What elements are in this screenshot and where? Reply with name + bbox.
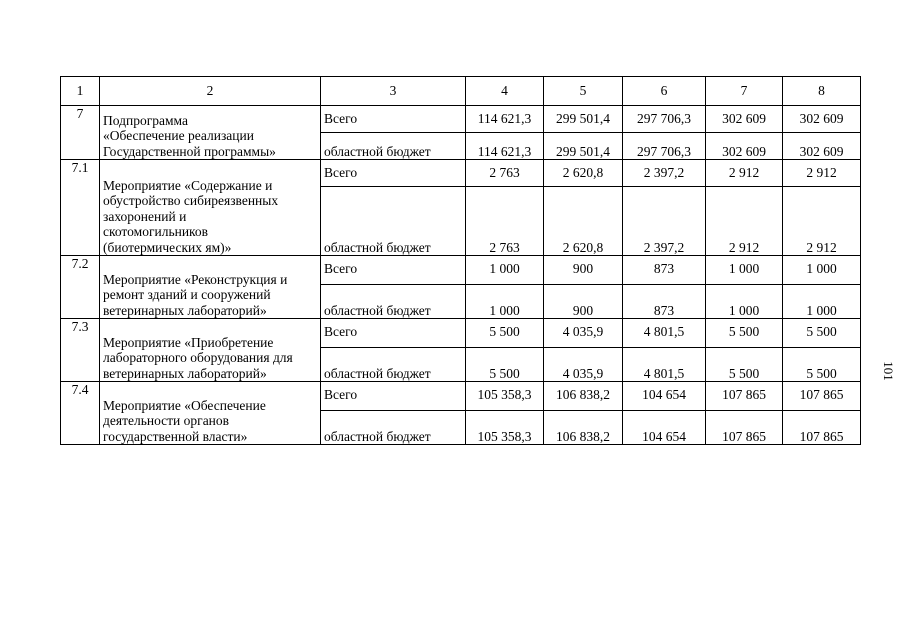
amount-cell: 302 609 [783,133,861,160]
activity-name-line: Мероприятие «Приобретение [103,334,274,350]
activity-name-line: ремонт зданий и сооружений [103,287,271,302]
amount-cell: 104 654 [623,382,706,411]
amount-cell: 2 397,2 [623,160,706,187]
amount-cell: 2 912 [706,160,783,187]
amount-cell: 106 838,2 [544,411,623,445]
funding-source: областной бюджет [321,348,466,382]
amount-cell: 1 000 [466,256,544,285]
table-row [61,256,861,285]
amount-cell: 107 865 [783,382,861,411]
amount-cell: 873 [623,285,706,319]
amount-cell: 114 621,3 [466,106,544,133]
row-number: 7.2 [61,256,100,319]
amount-cell: 873 [623,256,706,285]
activity-name [100,319,321,382]
amount-cell: 1 000 [706,256,783,285]
activity-name-line: «Обеспечение реализации [103,128,254,143]
activity-name-line: скотомогильников [103,224,209,239]
amount-cell: 297 706,3 [623,106,706,133]
row-number: 7.1 [61,160,100,256]
amount-cell: 900 [544,285,623,319]
funding-source: Всего [321,160,466,187]
activity-name [100,382,321,445]
activity-name-line: Мероприятие «Обеспечение [103,397,266,413]
budget-table [60,76,861,445]
amount-cell: 107 865 [783,411,861,445]
amount-cell: 5 500 [783,319,861,348]
amount-cell: 299 501,4 [544,133,623,160]
amount-cell: 2 912 [783,187,861,256]
amount-cell: 2 912 [706,187,783,256]
amount-cell: 2 620,8 [544,160,623,187]
activity-name-line: ветеринарных лабораторий» [103,302,267,318]
header-cell: 8 [783,77,861,106]
amount-cell: 5 500 [466,319,544,348]
activity-name-line: обустройство сибиреязвенных [103,193,279,208]
activity-name-line: Подпрограмма [103,112,188,128]
funding-source: Всего [321,256,466,285]
amount-cell: 4 801,5 [623,348,706,382]
amount-cell: 900 [544,256,623,285]
amount-cell: 302 609 [706,106,783,133]
table-body [61,77,861,445]
amount-cell: 2 763 [466,160,544,187]
funding-source: Всего [321,106,466,133]
activity-name-line: лабораторного оборудования для [103,350,293,365]
header-cell: 1 [61,77,100,106]
amount-cell: 4 035,9 [544,348,623,382]
amount-cell: 299 501,4 [544,106,623,133]
header-cell: 3 [321,77,466,106]
activity-name [100,160,321,256]
page-number: 101 [881,361,896,381]
amount-cell: 2 912 [783,160,861,187]
amount-cell: 2 763 [466,187,544,256]
amount-cell: 1 000 [783,285,861,319]
header-cell: 7 [706,77,783,106]
row-number: 7.4 [61,382,100,445]
amount-cell: 1 000 [466,285,544,319]
amount-cell: 302 609 [706,133,783,160]
activity-name-line: Мероприятие «Реконструкция и [103,271,288,287]
amount-cell: 2 620,8 [544,187,623,256]
funding-source: областной бюджет [321,187,466,256]
amount-cell: 114 621,3 [466,133,544,160]
table-row [61,106,861,133]
funding-source: Всего [321,382,466,411]
amount-cell: 104 654 [623,411,706,445]
amount-cell: 1 000 [783,256,861,285]
row-number: 7 [61,106,100,160]
header-cell: 4 [466,77,544,106]
activity-name-line: деятельности органов [103,413,230,428]
funding-source: Всего [321,319,466,348]
header-cell: 2 [100,77,321,106]
amount-cell: 5 500 [466,348,544,382]
amount-cell: 107 865 [706,411,783,445]
amount-cell: 106 838,2 [544,382,623,411]
funding-source: областной бюджет [321,133,466,160]
table-row [61,160,861,187]
amount-cell: 302 609 [783,106,861,133]
table-row [61,319,861,348]
funding-source: областной бюджет [321,285,466,319]
activity-name-line: (биотермических ям)» [103,239,232,255]
activity-name-line: государственной власти» [103,428,248,444]
activity-name-line: ветеринарных лабораторий» [103,365,267,381]
table-row [61,382,861,411]
activity-name-line: захоронений и [103,208,187,224]
activity-name-line: Государственной программы» [103,143,276,159]
activity-name-line: Мероприятие «Содержание и [103,177,273,193]
header-cell: 6 [623,77,706,106]
amount-cell: 107 865 [706,382,783,411]
amount-cell: 4 801,5 [623,319,706,348]
activity-name [100,256,321,319]
amount-cell: 297 706,3 [623,133,706,160]
row-number: 7.3 [61,319,100,382]
activity-name [100,106,321,160]
header-cell: 5 [544,77,623,106]
amount-cell: 5 500 [783,348,861,382]
header-row [61,77,861,106]
amount-cell: 4 035,9 [544,319,623,348]
amount-cell: 1 000 [706,285,783,319]
amount-cell: 5 500 [706,348,783,382]
amount-cell: 105 358,3 [466,411,544,445]
funding-source: областной бюджет [321,411,466,445]
amount-cell: 2 397,2 [623,187,706,256]
amount-cell: 105 358,3 [466,382,544,411]
amount-cell: 5 500 [706,319,783,348]
